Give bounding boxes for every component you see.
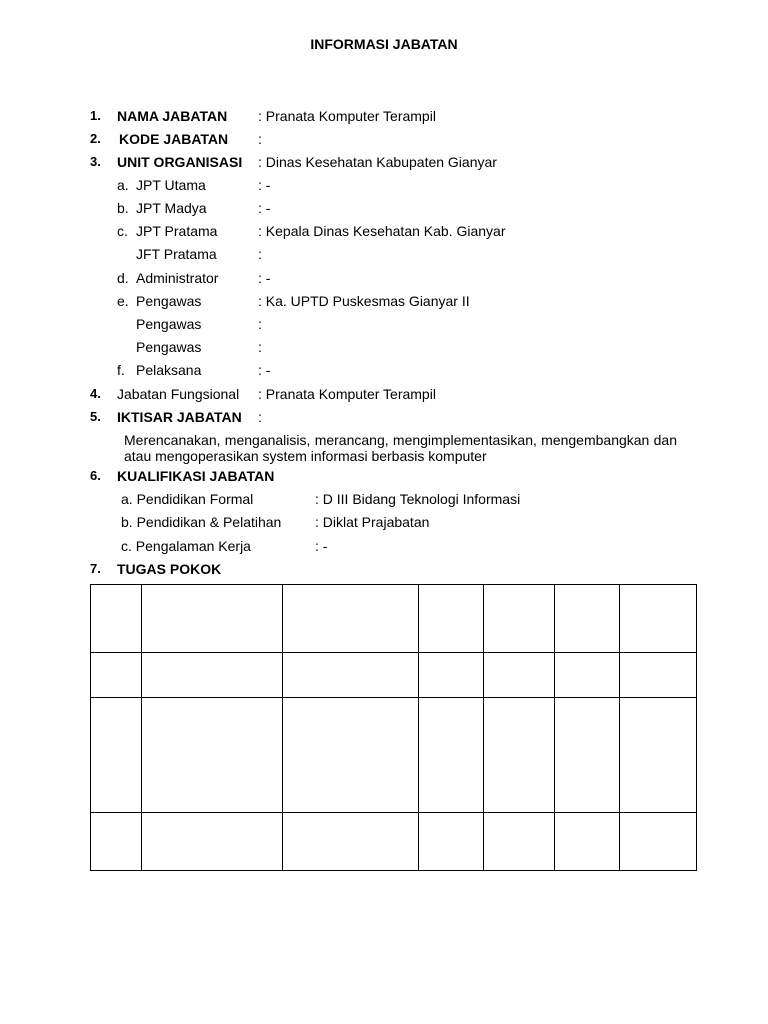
table-cell: [142, 653, 283, 698]
table-cell: [620, 813, 697, 871]
table-cell: [283, 585, 419, 653]
sub-value: : Diklat Prajabatan: [315, 514, 430, 530]
item-value: : Pranata Komputer Terampil: [258, 386, 436, 402]
table-cell: [620, 698, 697, 813]
table-cell: [91, 813, 142, 871]
sub-value: : Ka. UPTD Puskesmas Gianyar II: [258, 293, 470, 309]
sub-letter: d.: [117, 270, 129, 286]
item-number: 2.: [90, 131, 101, 146]
sub-label: c. Pengalaman Kerja: [121, 538, 251, 554]
item-number: 6.: [90, 468, 101, 483]
sub-value: : D III Bidang Teknologi Informasi: [315, 491, 521, 507]
sub-letter: c.: [117, 223, 128, 239]
item-label: IKTISAR JABATAN: [117, 409, 242, 425]
item-label: NAMA JABATAN: [117, 108, 228, 124]
sub-value: : -: [258, 177, 271, 193]
table-row: [91, 698, 697, 813]
table-cell: [91, 585, 142, 653]
table-row: [91, 813, 697, 871]
sub-label: a. Pendidikan Formal: [121, 491, 254, 507]
table-cell: [555, 813, 620, 871]
item-value: :: [258, 409, 262, 425]
sub-value: :: [258, 316, 262, 332]
sub-label: JPT Madya: [136, 200, 207, 216]
table-cell: [283, 698, 419, 813]
sub-value: : -: [258, 200, 271, 216]
document-title: INFORMASI JABATAN: [310, 36, 458, 52]
table-cell: [142, 585, 283, 653]
sub-label: Pengawas: [136, 293, 202, 309]
item-label: UNIT ORGANISASI: [117, 154, 243, 170]
sub-label: JFT Pratama: [136, 246, 217, 262]
table-cell: [142, 698, 283, 813]
table-cell: [484, 813, 555, 871]
sub-value: :: [258, 339, 262, 355]
table-cell: [555, 698, 620, 813]
sub-value: : Kepala Dinas Kesehatan Kab. Gianyar: [258, 223, 506, 239]
item-value: : Dinas Kesehatan Kabupaten Gianyar: [258, 154, 497, 170]
table-cell: [620, 585, 697, 653]
sub-value: : -: [315, 538, 328, 554]
sub-label: JPT Pratama: [136, 223, 218, 239]
item-label: KUALIFIKASI JABATAN: [117, 468, 275, 484]
item-label: TUGAS POKOK: [117, 561, 222, 577]
item-label: KODE JABATAN: [119, 131, 229, 147]
table-cell: [419, 653, 484, 698]
table-row: [91, 653, 697, 698]
table-cell: [620, 653, 697, 698]
sub-letter: b.: [117, 200, 129, 216]
sub-label: b. Pendidikan & Pelatihan: [121, 514, 282, 530]
table-cell: [484, 585, 555, 653]
sub-label: Pengawas: [136, 339, 202, 355]
sub-label: JPT Utama: [136, 177, 206, 193]
sub-value: : -: [258, 270, 271, 286]
table-cell: [484, 698, 555, 813]
item-number: 5.: [90, 409, 101, 424]
item-label: Jabatan Fungsional: [117, 386, 240, 402]
item-value: : Pranata Komputer Terampil: [258, 108, 436, 124]
item-number: 3.: [90, 154, 101, 169]
table-cell: [484, 653, 555, 698]
sub-label: Pengawas: [136, 316, 202, 332]
tugas-pokok-table: [90, 584, 697, 871]
item-value: :: [258, 131, 262, 147]
sub-letter: e.: [117, 293, 129, 309]
table-cell: [283, 813, 419, 871]
item-number: 1.: [90, 108, 101, 123]
table-cell: [555, 653, 620, 698]
table-cell: [142, 813, 283, 871]
table-row: [91, 585, 697, 653]
table-cell: [419, 585, 484, 653]
sub-letter: f.: [117, 362, 125, 378]
table-cell: [91, 698, 142, 813]
table-cell: [91, 653, 142, 698]
sub-letter: a.: [117, 177, 129, 193]
sub-value: :: [258, 246, 262, 262]
item-number: 4.: [90, 386, 101, 401]
table-cell: [283, 653, 419, 698]
item-number: 7.: [90, 561, 101, 576]
table-cell: [419, 813, 484, 871]
sub-label: Pelaksana: [136, 362, 202, 378]
sub-label: Administrator: [136, 270, 219, 286]
iktisar-description: Merencanakan, menganalisis, merancang, mengimplementasikan, mengembangkan dan atau mengoperasikan system informasi berbasis komputer: [124, 432, 677, 464]
table-cell: [555, 585, 620, 653]
table-cell: [419, 698, 484, 813]
sub-value: : -: [258, 362, 271, 378]
